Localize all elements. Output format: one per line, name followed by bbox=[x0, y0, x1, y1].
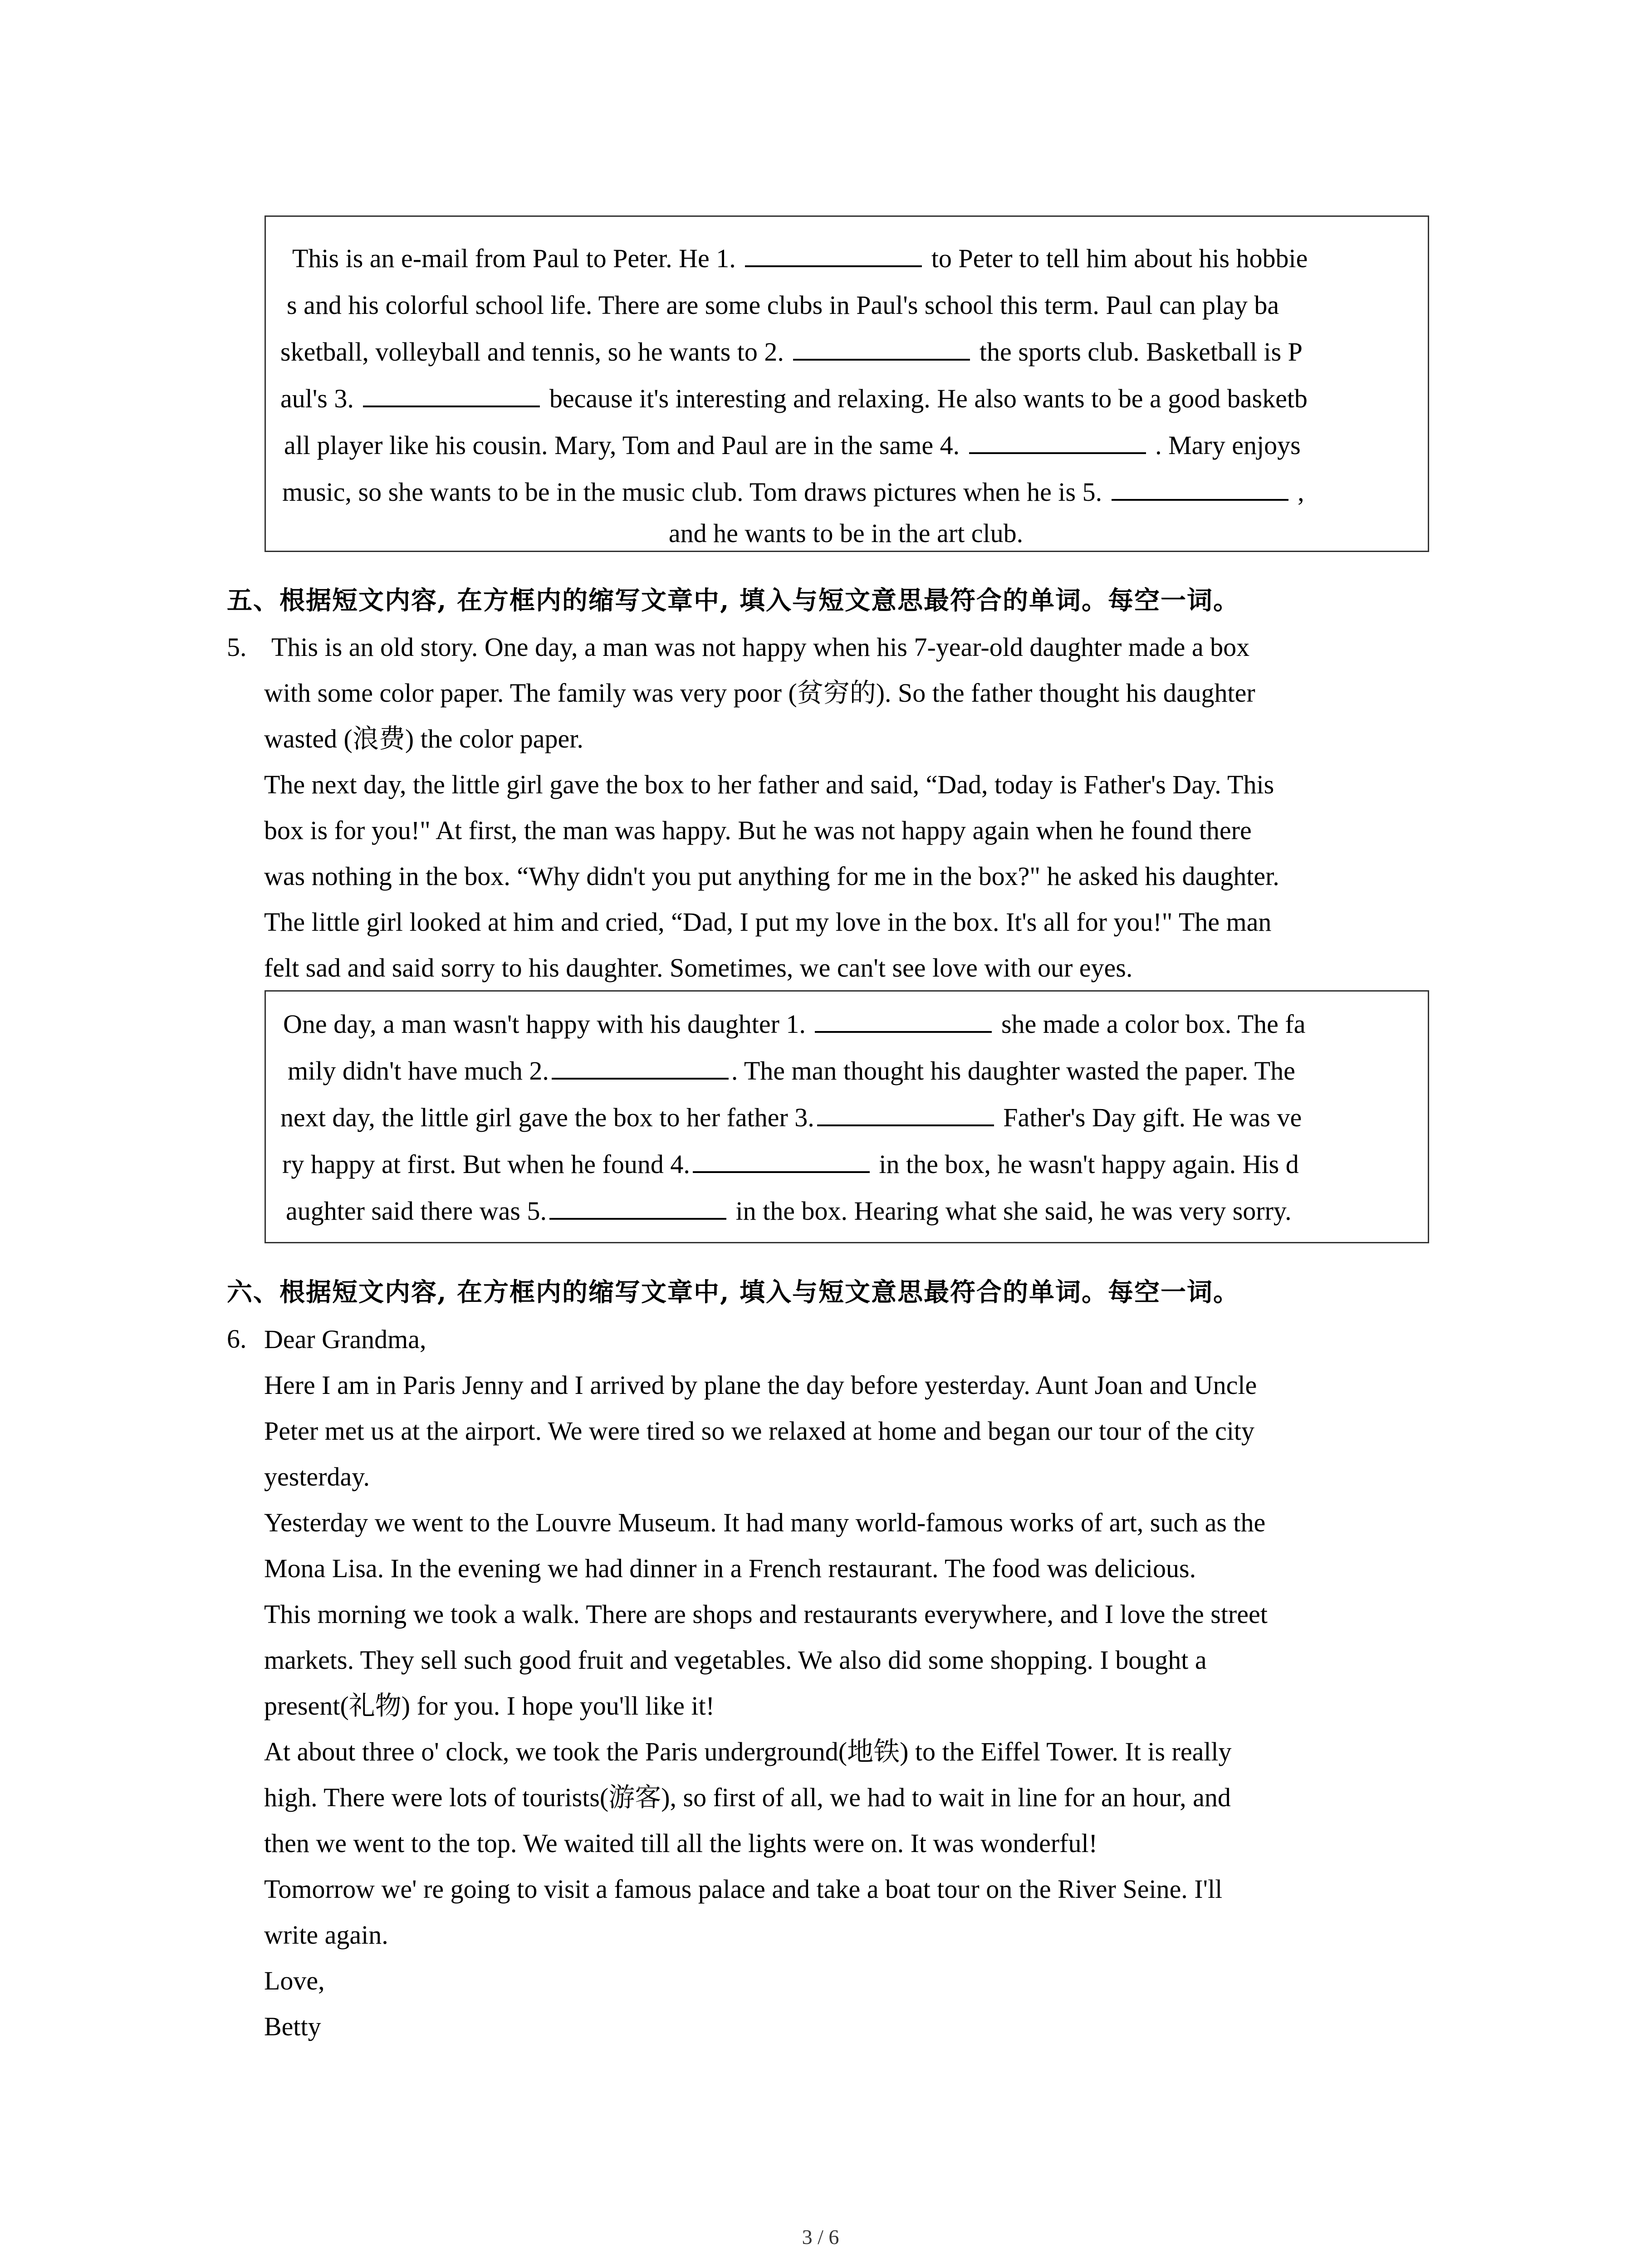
letter-line: Love, bbox=[264, 1966, 325, 1995]
letter-line: Here I am in Paris Jenny and I arrived by plane the day before yesterday. Aunt Joan and Uncle bbox=[264, 1370, 1257, 1400]
box-line: This is an e-mail from Paul to Peter. He 1. to Peter to tell him about his hobbie bbox=[292, 244, 1308, 273]
box-line: and he wants to be in the art club. bbox=[668, 518, 1024, 548]
answer-blank-3[interactable] bbox=[363, 383, 540, 407]
box-line: One day, a man wasn't happy with his daughter 1. she made a color box. The fa bbox=[283, 1009, 1306, 1039]
box-line: aul's 3. because it's interesting and relaxing. He also wants to be a good basketb bbox=[280, 384, 1308, 413]
letter-line: present(礼物) for you. I hope you'll like it! bbox=[264, 1691, 715, 1721]
answer-blank-4[interactable] bbox=[969, 430, 1146, 454]
box-line: ry happy at first. But when he found 4. in the box, he wasn't happy again. His d bbox=[282, 1149, 1299, 1179]
answer-blank-2[interactable] bbox=[552, 1055, 729, 1080]
answer-blank-1[interactable] bbox=[745, 243, 922, 267]
letter-line: At about three o' clock, we took the Paris underground(地铁) to the Eiffel Tower. It is really bbox=[264, 1737, 1232, 1766]
letter-line: Betty bbox=[264, 2012, 321, 2041]
passage-line: box is for you!" At first, the man was happy. But he was not happy again when he found there bbox=[264, 816, 1252, 845]
box-line: sketball, volleyball and tennis, so he wants to 2. the sports club. Basketball is P bbox=[280, 337, 1303, 367]
letter-line: Dear Grandma, bbox=[264, 1325, 426, 1354]
question-number-5: 5. bbox=[227, 632, 247, 662]
letter-line: then we went to the top. We waited till all the lights were on. It was wonderful! bbox=[264, 1828, 1097, 1858]
summary-box-1 bbox=[265, 215, 1429, 552]
answer-blank-5[interactable] bbox=[1112, 476, 1288, 501]
letter-line: Yesterday we went to the Louvre Museum. It had many world-famous works of art, such as the bbox=[264, 1508, 1266, 1537]
answer-blank-5[interactable] bbox=[549, 1195, 726, 1220]
letter-line: write again. bbox=[264, 1920, 388, 1950]
answer-blank-1[interactable] bbox=[815, 1008, 992, 1033]
letter-line: Peter met us at the airport. We were tired so we relaxed at home and began our tour of the city bbox=[264, 1416, 1254, 1446]
passage-line: This is an old story. One day, a man was not happy when his 7-year-old daughter made a box bbox=[271, 632, 1250, 662]
box-line: mily didn't have much 2. . The man thought his daughter wasted the paper. The bbox=[288, 1056, 1295, 1085]
page-number: 3 / 6 bbox=[802, 2225, 839, 2248]
passage-line: felt sad and said sorry to his daughter. Sometimes, we can't see love with our eyes. bbox=[264, 953, 1133, 982]
box-line: aughter said there was 5. in the box. Hearing what she said, he was very sorry. bbox=[286, 1196, 1292, 1226]
passage-line: The next day, the little girl gave the box to her father and said, “Dad, today is Father's Day. This bbox=[264, 770, 1274, 799]
letter-line: markets. They sell such good fruit and vegetables. We also did some shopping. I bought a bbox=[264, 1645, 1207, 1675]
section-5-passage bbox=[264, 624, 1460, 991]
box-line: s and his colorful school life. There are some clubs in Paul's school this term. Paul can play ba bbox=[287, 290, 1279, 320]
letter-line: This morning we took a walk. There are shops and restaurants everywhere, and I love the street bbox=[264, 1599, 1268, 1629]
box-line: music, so she wants to be in the music club. Tom draws pictures when he is 5. , bbox=[282, 477, 1304, 507]
answer-blank-3[interactable] bbox=[817, 1102, 994, 1126]
summary-box-5 bbox=[265, 990, 1429, 1243]
section-6-heading: 六、根据短文内容, 在方框内的缩写文章中, 填入与短文意思最符合的单词。每空一词。 bbox=[227, 1277, 1239, 1307]
answer-blank-4[interactable] bbox=[693, 1149, 870, 1173]
section-5-heading: 五、根据短文内容, 在方框内的缩写文章中, 填入与短文意思最符合的单词。每空一词。 bbox=[227, 586, 1239, 616]
letter-line: Mona Lisa. In the evening we had dinner in a French restaurant. The food was delicious. bbox=[264, 1554, 1196, 1583]
passage-line: The little girl looked at him and cried, “Dad, I put my love in the box. It's all for you!" The man bbox=[264, 907, 1272, 937]
box-line: next day, the little girl gave the box to her father 3. Father's Day gift. He was ve bbox=[280, 1103, 1302, 1132]
letter-line: yesterday. bbox=[264, 1462, 370, 1491]
letter-line: Tomorrow we' re going to visit a famous palace and take a boat tour on the River Seine. I'll bbox=[264, 1874, 1223, 1904]
passage-line: with some color paper. The family was very poor (贫穷的). So the father thought his daughter bbox=[264, 678, 1255, 708]
passage-line: wasted (浪费) the color paper. bbox=[264, 724, 583, 753]
passage-line: was nothing in the box. “Why didn't you put anything for me in the box?" he asked his daughter. bbox=[264, 861, 1279, 891]
answer-blank-2[interactable] bbox=[793, 336, 970, 361]
question-number-6: 6. bbox=[227, 1324, 247, 1354]
letter-line: high. There were lots of tourists(游客), so first of all, we had to wait in line for an hour, and bbox=[264, 1783, 1231, 1812]
box-line: all player like his cousin. Mary, Tom and Paul are in the same 4. . Mary enjoys bbox=[284, 430, 1301, 460]
section-6-letter bbox=[264, 1316, 1453, 2049]
